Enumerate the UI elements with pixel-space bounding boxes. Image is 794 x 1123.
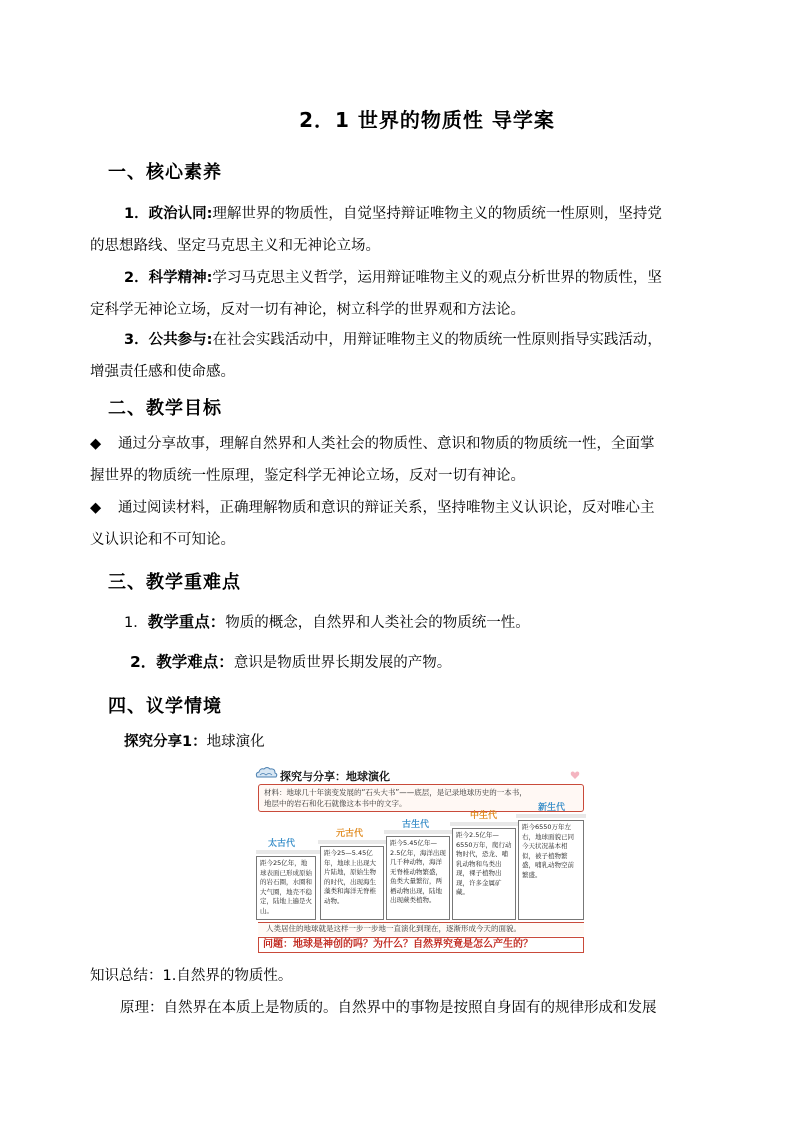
section-heading-scenario: 四、议学情境 [108,696,222,717]
s2-item-2-line1: 通过阅读材料，正确理解物质和意识的辩证关系，坚持唯物主义认识论，反对唯心主 [118,500,655,516]
bullet-diamond-icon: ◆ [90,500,102,516]
section-heading-teaching-goals: 二、教学目标 [108,398,222,419]
summary-text: 1.自然界的物质性。 [162,968,293,984]
s1-item-3-line1: 在社会实践活动中，用辩证唯物主义的物质统一性原则指导实践活动， [212,332,662,348]
s3-key-point [124,606,530,639]
stair-step [516,814,586,818]
explore-text: 地球演化 [206,734,265,750]
s3-diff-number: 2． [130,653,157,671]
material-line-1: 材料：地球几十年演变发展的“石头大书”——底层，是记录地球历史的一本书， [264,788,527,797]
era-label-cenozoic: 新生代 [538,803,566,813]
s1-item-1-line1: 理解世界的物质性，自觉坚持辩证唯物主义的物质统一性原则，坚持党 [212,206,662,222]
document-title: 2．1 世界的物质性 导学案 [299,108,555,132]
era-box-archean: 距今25亿年，地球表面已形成原始的岩石圈，水圈和大气圈，地壳不稳定，陆地上遍是火山。 [256,856,316,920]
knowledge-summary [90,960,292,992]
summary-label: 知识总结： [90,968,163,984]
s2-item-2 [90,492,730,556]
s3-difficult-point [130,646,451,679]
s1-item-2 [90,262,730,326]
stair-step [256,850,320,854]
s1-item-1-label: 1．政治认同: [124,206,213,222]
stair-step [450,822,518,826]
figure-title: 探究与分享：地球演化 [280,770,390,783]
era-box-cenozoic: 距今6550万年左右，地球面貌已同今天状况基本相似，被子植物繁盛，哺乳动物空前繁盛。 [518,820,584,920]
era-box-paleozoic: 距今5.45亿年—2.5亿年，海洋出现几千种动物，海洋无脊椎动物繁盛，鱼类大量繁衍，两栖动物出现，陆地出现蕨类植物。 [386,836,450,920]
s3-key-text: 物质的概念，自然界和人类社会的物质统一性。 [225,615,530,631]
heart-decoration-icon [570,770,580,780]
principle-label: 原理： [120,1000,164,1016]
s2-item-1-line2: 握世界的物质统一性原理，鉴定科学无神论立场，反对一切有神论。 [90,468,525,484]
figure-question: 问题：地球是神创的吗？为什么？自然界究竟是怎么产生的？ [258,937,584,953]
s2-item-1-line1: 通过分享故事，理解自然界和人类社会的物质性、意识和物质的物质统一性，全面掌 [118,436,655,452]
era-label-archean: 太古代 [268,839,296,849]
stair-step [384,830,452,834]
s1-item-3-line2: 增强责任感和使命感。 [90,364,235,380]
s3-key-number: 1． [124,615,148,631]
principle-text: 自然界在本质上是物质的。自然界中的事物是按照自身固有的规律形成和发展 [163,1000,657,1016]
s3-diff-text: 意识是物质世界长期发展的产物。 [233,655,452,671]
era-label-mesozoic: 中生代 [470,811,498,821]
s1-item-2-line2: 定科学无神论立场，反对一切有神论，树立科学的世界观和方法论。 [90,302,525,318]
s1-item-2-line1: 学习马克思主义哲学，运用辩证唯物主义的观点分析世界的物质性，坚 [212,270,662,286]
s3-diff-label: 教学难点： [156,653,234,671]
s2-item-2-line2: 义认识论和不可知论。 [90,532,235,548]
material-line-2: 地层中的岩石和化石就像这本书中的文字。 [264,799,407,808]
principle-line [120,992,740,1024]
era-box-proterozoic: 距今25—5.45亿年，地球上出现大片陆地，原始生物的时代，出现海生藻类和海洋无脊椎动物。 [320,846,384,920]
era-label-proterozoic: 元古代 [336,829,364,839]
era-box-mesozoic: 距今2.5亿年—6550万年，爬行动物时代，恐龙、哺乳动物和鸟类出现，裸子植物出现，许多金属矿藏。 [452,828,516,920]
s1-item-2-label: 2．科学精神: [124,270,213,286]
era-label-paleozoic: 古生代 [402,820,430,830]
bullet-diamond-icon: ◆ [90,436,102,452]
s1-item-3 [90,324,740,388]
s2-item-1 [90,428,730,492]
stair-step [318,840,386,844]
cloud-icon [254,766,278,780]
s3-key-label: 教学重点： [147,613,226,631]
s1-item-3-label: 3．公共参与: [124,332,213,348]
s1-item-1 [90,198,730,262]
section-heading-core-literacy: 一、核心素养 [108,162,222,183]
earth-evolution-figure [252,764,590,956]
figure-conclusion: 人类居住的地球就是这样一步一步地一直演化到现在，逐渐形成今天的面貌。 [258,922,584,936]
explore-label: 探究分享1： [124,734,207,750]
s1-item-1-line2: 的思想路线、坚定马克思主义和无神论立场。 [90,238,380,254]
section-heading-key-difficult: 三、教学重难点 [108,572,241,593]
material-box [258,784,584,812]
explore-share-line [124,726,265,758]
